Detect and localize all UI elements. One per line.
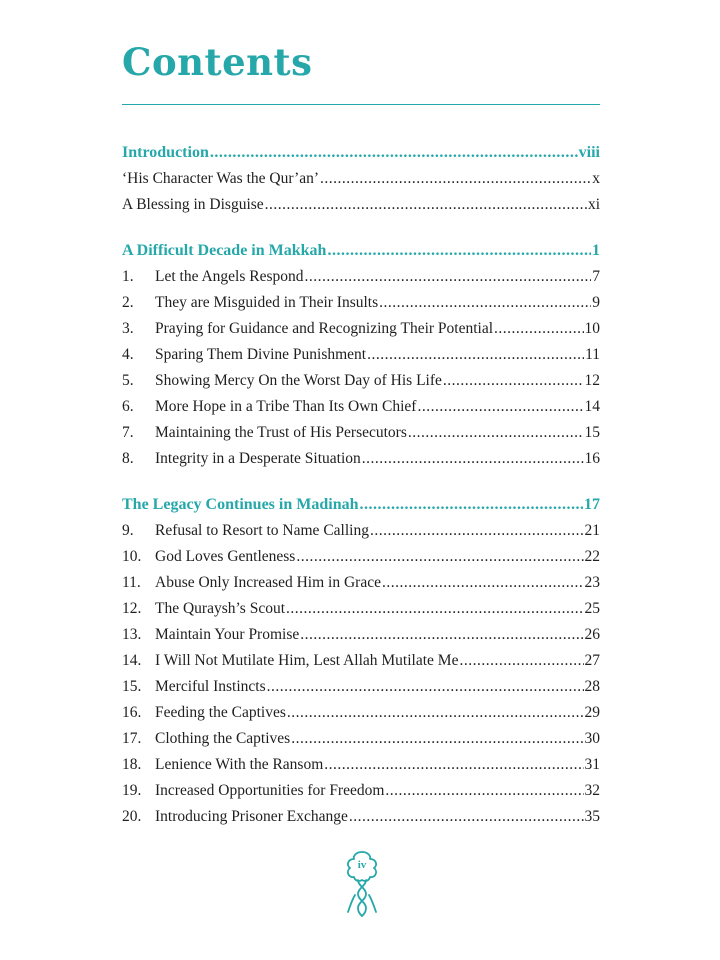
entry-number: 1. <box>122 268 134 285</box>
toc-entry[interactable] <box>122 166 600 192</box>
entry-page-number: 26 <box>584 626 600 643</box>
page-number-ornament <box>338 848 386 918</box>
entry-title: Maintain Your Promise <box>155 626 300 643</box>
toc-entry[interactable] <box>122 342 600 368</box>
entry-page-number: 10 <box>584 320 600 337</box>
dot-leader <box>291 726 583 752</box>
toc-entry[interactable] <box>122 778 600 804</box>
dot-leader <box>367 342 584 368</box>
entry-page-number: xi <box>587 196 600 213</box>
toc-section-heading[interactable] <box>122 238 600 264</box>
entry-page-number: 1 <box>592 242 600 259</box>
entry-number: 4. <box>122 346 134 363</box>
entry-number: 13. <box>122 626 142 643</box>
dot-leader <box>305 264 592 290</box>
dot-leader <box>459 648 583 674</box>
dot-leader <box>324 752 583 778</box>
entry-title: I Will Not Mutilate Him, Lest Allah Mutilate Me <box>155 652 459 669</box>
page-title: Contents <box>122 40 313 84</box>
entry-page-number: 9 <box>592 294 600 311</box>
toc-entry[interactable] <box>122 726 600 752</box>
toc-entry[interactable] <box>122 264 600 290</box>
entry-title: A Blessing in Disguise <box>122 196 264 213</box>
title-divider <box>122 104 600 105</box>
dot-leader <box>382 570 584 596</box>
entry-number: 3. <box>122 320 134 337</box>
entry-number: 8. <box>122 450 134 467</box>
toc-entry[interactable] <box>122 192 600 218</box>
entry-page-number: 28 <box>584 678 600 695</box>
entry-page-number: viii <box>578 144 600 161</box>
entry-page-number: 7 <box>592 268 600 285</box>
entry-page-number: 15 <box>584 424 600 441</box>
dot-leader <box>362 446 584 472</box>
toc-entry[interactable] <box>122 290 600 316</box>
toc-entry[interactable] <box>122 368 600 394</box>
entry-number: 12. <box>122 600 142 617</box>
dot-leader <box>408 420 584 446</box>
entry-title: Refusal to Resort to Name Calling <box>155 522 369 539</box>
entry-title: ‘His Character Was the Qur’an’ <box>122 170 320 187</box>
entry-title: The Quraysh’s Scout <box>155 600 286 617</box>
entry-title: Increased Opportunities for Freedom <box>155 782 385 799</box>
entry-page-number: x <box>592 170 600 187</box>
dot-leader <box>349 804 584 830</box>
toc-entry[interactable] <box>122 316 600 342</box>
dot-leader <box>210 140 578 166</box>
entry-number: 9. <box>122 522 134 539</box>
entry-number: 2. <box>122 294 134 311</box>
entry-number: 5. <box>122 372 134 389</box>
dot-leader <box>370 518 584 544</box>
toc-section-heading[interactable] <box>122 140 600 166</box>
entry-page-number: 29 <box>584 704 600 721</box>
dot-leader <box>417 394 583 420</box>
entry-page-number: 14 <box>584 398 600 415</box>
entry-title: They are Misguided in Their Insults <box>155 294 379 311</box>
dot-leader <box>320 166 591 192</box>
dot-leader <box>359 492 583 518</box>
toc-entry[interactable] <box>122 700 600 726</box>
entry-title: Integrity in a Desperate Situation <box>155 450 361 467</box>
dot-leader <box>385 778 583 804</box>
toc-entry[interactable] <box>122 648 600 674</box>
dot-leader <box>379 290 591 316</box>
entry-title: Feeding the Captives <box>155 704 286 721</box>
entry-page-number: 22 <box>584 548 600 565</box>
dot-leader <box>327 238 591 264</box>
toc-entry[interactable] <box>122 752 600 778</box>
entry-number: 19. <box>122 782 142 799</box>
toc-entry[interactable] <box>122 596 600 622</box>
entry-title: Clothing the Captives <box>155 730 291 747</box>
toc-entry[interactable] <box>122 394 600 420</box>
entry-title: Abuse Only Increased Him in Grace <box>155 574 381 591</box>
entry-title: More Hope in a Tribe Than Its Own Chief <box>155 398 417 415</box>
entry-page-number: 21 <box>584 522 600 539</box>
section-title: The Legacy Continues in Madinah <box>122 496 359 513</box>
toc-entry[interactable] <box>122 804 600 830</box>
table-of-contents <box>122 140 600 830</box>
entry-page-number: 12 <box>584 372 600 389</box>
dot-leader <box>287 700 584 726</box>
dot-leader <box>296 544 583 570</box>
entry-page-number: 17 <box>584 496 600 513</box>
toc-entry[interactable] <box>122 622 600 648</box>
dot-leader <box>265 192 587 218</box>
section-title: Introduction <box>122 144 209 161</box>
toc-entry[interactable] <box>122 544 600 570</box>
entry-page-number: 27 <box>584 652 600 669</box>
section-title: A Difficult Decade in Makkah <box>122 242 327 259</box>
entry-title: Showing Mercy On the Worst Day of His Life <box>155 372 442 389</box>
toc-section-heading[interactable] <box>122 492 600 518</box>
entry-number: 18. <box>122 756 142 773</box>
entry-page-number: 30 <box>584 730 600 747</box>
toc-entry[interactable] <box>122 674 600 700</box>
entry-number: 17. <box>122 730 142 747</box>
section-spacer <box>122 218 600 238</box>
entry-number: 6. <box>122 398 134 415</box>
entry-title: Sparing Them Divine Punishment <box>155 346 367 363</box>
entry-title: Merciful Instincts <box>155 678 266 695</box>
entry-page-number: 25 <box>584 600 600 617</box>
entry-title: Lenience With the Ransom <box>155 756 324 773</box>
entry-title: God Loves Gentleness <box>155 548 296 565</box>
dot-leader <box>267 674 584 700</box>
entry-number: 11. <box>122 574 141 591</box>
dot-leader <box>494 316 583 342</box>
toc-entry[interactable] <box>122 518 600 544</box>
dot-leader <box>300 622 583 648</box>
entry-number: 16. <box>122 704 142 721</box>
entry-number: 10. <box>122 548 142 565</box>
entry-page-number: 32 <box>584 782 600 799</box>
entry-number: 14. <box>122 652 142 669</box>
entry-title: Introducing Prisoner Exchange <box>155 808 348 825</box>
entry-page-number: 31 <box>584 756 600 773</box>
entry-number: 15. <box>122 678 142 695</box>
section-spacer <box>122 472 600 492</box>
toc-entry[interactable] <box>122 446 600 472</box>
entry-number: 7. <box>122 424 134 441</box>
entry-page-number: 35 <box>584 808 600 825</box>
toc-entry[interactable] <box>122 570 600 596</box>
entry-number: 20. <box>122 808 142 825</box>
entry-title: Maintaining the Trust of His Persecutors <box>155 424 407 441</box>
entry-title: Let the Angels Respond <box>155 268 304 285</box>
entry-page-number: 16 <box>584 450 600 467</box>
entry-title: Praying for Guidance and Recognizing Their Potential <box>155 320 494 337</box>
entry-page-number: 23 <box>584 574 600 591</box>
dot-leader <box>286 596 583 622</box>
toc-entry[interactable] <box>122 420 600 446</box>
dot-leader <box>443 368 584 394</box>
page-number: iv <box>357 859 367 871</box>
entry-page-number: 11 <box>585 346 600 363</box>
